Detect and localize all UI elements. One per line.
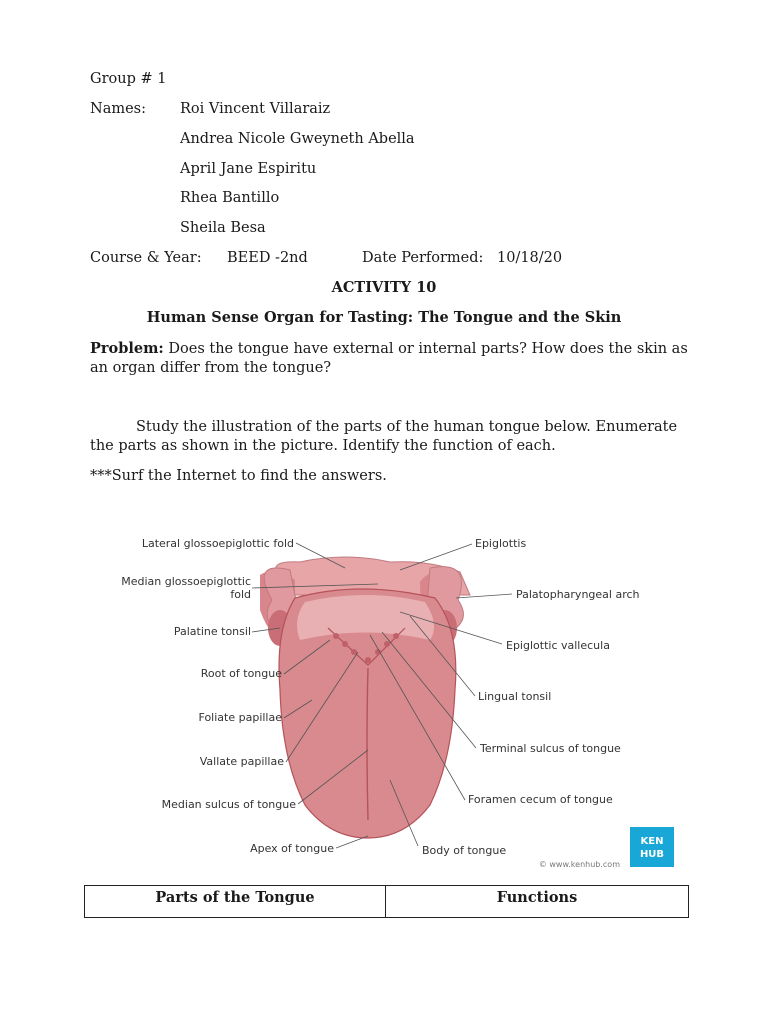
label-median-glossoepiglottic-fold: fold: [230, 588, 251, 601]
problem-statement: [90, 339, 690, 378]
label-apex-of-tongue: Apex of tongue: [250, 842, 334, 855]
table-header-parts: Parts of the Tongue: [85, 886, 386, 918]
group-number: Group # 1: [90, 71, 167, 87]
name-3: April Jane Espiritu: [180, 161, 317, 177]
label-lateral-glossoepiglottic-fold: Lateral glossoepiglottic fold: [141, 537, 294, 550]
label-palatopharyngeal-arch: Palatopharyngeal arch: [516, 588, 640, 601]
label-body-of-tongue: Body of tongue: [422, 844, 507, 857]
surf-note: ***Surf the Internet to find the answers.: [90, 468, 387, 484]
names-label: Names:: [90, 101, 146, 117]
tongue-illustration: [100, 520, 680, 870]
label-vallate-papillae: Vallate papillae: [199, 755, 284, 768]
label-epiglottis: Epiglottis: [475, 537, 527, 550]
date-label: Date Performed:: [362, 250, 484, 266]
label-median-sulcus: Median sulcus of tongue: [161, 798, 296, 811]
label-lingual-tonsil: Lingual tonsil: [478, 690, 552, 703]
kenhub-logo-box: [630, 827, 674, 867]
name-5: Sheila Besa: [180, 220, 266, 236]
label-foliate-papillae: Foliate papillae: [198, 711, 282, 724]
problem-label: Problem:: [90, 340, 164, 357]
problem-text: Does the tongue have external or internal parts? How does the skin as an organ differ from the tongue?: [90, 341, 688, 376]
parts-functions-table: [84, 885, 689, 918]
name-2: Andrea Nicole Gweyneth Abella: [180, 131, 415, 147]
kenhub-logo-bottom: HUB: [639, 849, 665, 860]
kenhub-credit: © www.kenhub.com: [538, 860, 620, 869]
course-value: BEED -2nd: [227, 250, 308, 266]
label-root-of-tongue: Root of tongue: [200, 667, 282, 680]
date-value: 10/18/20: [497, 250, 563, 266]
label-epiglottic-vallecula: Epiglottic vallecula: [506, 639, 610, 652]
label-terminal-sulcus: Terminal sulcus of tongue: [480, 742, 621, 755]
label-foramen-cecum: Foramen cecum of tongue: [468, 793, 613, 806]
activity-subtitle: Human Sense Organ for Tasting: The Tongue and the Skin: [146, 309, 622, 326]
activity-title: ACTIVITY 10: [331, 279, 437, 296]
label-median-glossoepiglottic: Median glossoepiglottic: [121, 575, 251, 588]
label-palatine-tonsil: Palatine tonsil: [173, 625, 251, 638]
kenhub-logo-top: KEN: [640, 836, 664, 847]
course-label: Course & Year:: [90, 250, 202, 266]
name-1: Roi Vincent Villaraiz: [180, 101, 331, 117]
name-4: Rhea Bantillo: [180, 190, 280, 206]
instruction-text: Study the illustration of the parts of the human tongue below. Enumerate the parts as shown in the picture. Identify the function of each.: [90, 419, 678, 454]
table-header-functions: Functions: [386, 886, 689, 918]
